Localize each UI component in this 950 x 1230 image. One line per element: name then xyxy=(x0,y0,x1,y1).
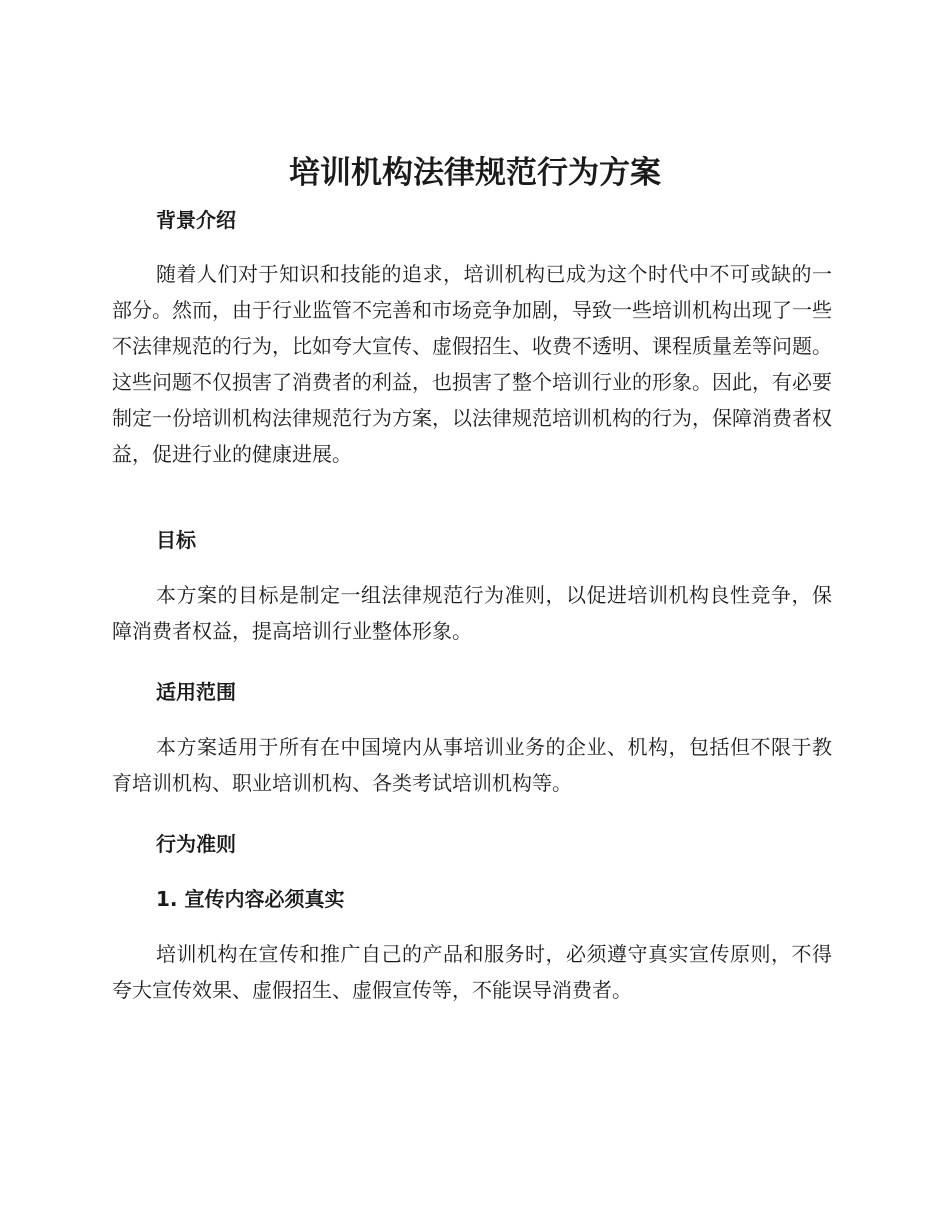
section-paragraph-rule-1: 培训机构在宣传和推广自己的产品和服务时，必须遵守真实宣传原则，不得夸大宣传效果、虚假招生、虚假宣传等，不能误导消费者。 xyxy=(112,942,832,1002)
section-heading-code-of-conduct: 行为准则 xyxy=(156,832,236,856)
section-heading-background: 背景介绍 xyxy=(156,208,236,232)
section-paragraph-background: 随着人们对于知识和技能的追求，培训机构已成为这个时代中不可或缺的一部分。然而，由于行业监管不完善和市场竞争加剧，导致一些培训机构出现了一些不法律规范的行为，比如夸大宣传、虚假招生、收费不透明、课程质量差等问题。这些问题不仅损害了消费者的利益，也损害了整个培训行业的形象。因此，有必要制定一份培训机构法律规范行为方案，以法律规范培训机构的行为，保障消费者权益，促进行业的健康进展。 xyxy=(112,262,832,466)
section-heading-rule-1: 1. 宣传内容必须真实 xyxy=(156,887,345,911)
section-heading-goal: 目标 xyxy=(156,528,196,552)
section-paragraph-goal: 本方案的目标是制定一组法律规范行为准则，以促进培训机构良性竞争，保障消费者权益，提高培训行业整体形象。 xyxy=(112,583,832,643)
section-heading-scope: 适用范围 xyxy=(156,680,236,704)
section-paragraph-scope: 本方案适用于所有在中国境内从事培训业务的企业、机构，包括但不限于教育培训机构、职业培训机构、各类考试培训机构等。 xyxy=(112,735,832,795)
document-title: 培训机构法律规范行为方案 xyxy=(289,155,661,191)
